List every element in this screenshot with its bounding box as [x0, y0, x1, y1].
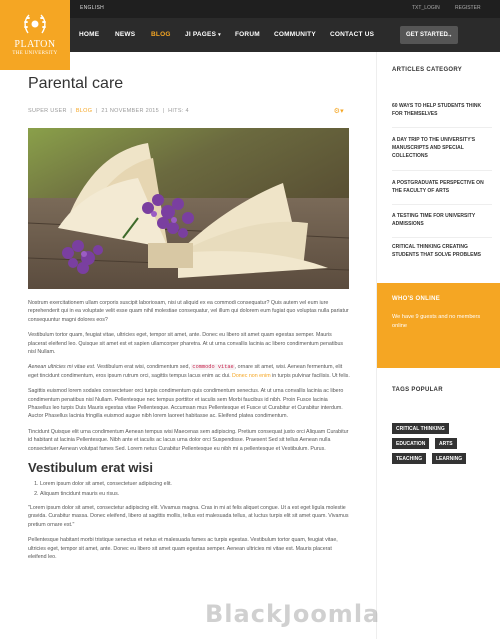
- paragraph: Pellentesque habitant morbi tristique senectus et netus et malesuada fames ac turpis egestas. Vestibulum tortor quam, feugiat vitae, ultricies eget, tempor sit amet, ante. Donec eu libero sit amet quam egestas semper. Aenean ultricies mi vitae est. Mauris placerat eleifend leo.: [28, 537, 338, 560]
- book-flowers-image: [28, 128, 349, 289]
- main-navbar: [0, 18, 500, 52]
- nav-ji-pages-label: JI PAGES: [185, 31, 217, 38]
- sidebar-article-link[interactable]: A TESTING TIME FOR UNIVERSITY ADMISSIONS: [392, 213, 476, 228]
- sidebar-article-link[interactable]: 60 WAYS TO HELP STUDENTS THINK FOR THEMSELVES: [392, 103, 482, 118]
- logo-subtitle: THE UNIVERSITY: [12, 51, 58, 56]
- paragraph: Nostrum exercitationem ullam corporis suscipit laboriosam, nisi ut aliquid ex ea commodi consequatur? Quis autem vel eum iure reprehenderit qui in ea voluptate velit esse quam nihil molestiae consequatur, vel illum qui dolorem eum fugiat quo voluptas nulla pariatur consequuntur magni dolores eos?: [28, 300, 349, 323]
- article: [28, 75, 350, 560]
- site-logo[interactable]: [0, 0, 70, 70]
- article-body: [28, 299, 350, 568]
- article-title: Parental care: [28, 75, 124, 92]
- language-selector[interactable]: ENGLISH: [80, 5, 105, 11]
- nav-forum[interactable]: FORUM: [235, 31, 260, 38]
- whos-online-module: [377, 283, 500, 368]
- tags-popular-title: TAGS POPULAR: [392, 387, 443, 393]
- ordered-list: [40, 480, 350, 498]
- divider: [392, 170, 492, 171]
- tag[interactable]: ARTS: [435, 438, 457, 449]
- caret-down-icon: ▾: [218, 32, 221, 38]
- quote-paragraph: "Lorem ipsum dolor sit amet, consectetur adipiscing elit. Vivamus magna. Cras in mi at felis aliquet congue. Ut a est eget ligula molestie gravida. Curabitur massa. Donec eleifend, libero at sagittis mollis, tellus est malesuada tellus, at luctus turpis elit sit amet quam. Vivamus pretium ornare est.": [28, 504, 349, 528]
- paragraph: Vestibulum tortor quam, feugiat vitae, ultricies eget, tempor sit amet, ante. Donec eu libero sit amet quam egestas semper. Mauris placerat eleifend leo. Quisque sit amet est et sapien ullamcorper pharetra. At ut urna convallis lacinia ac libero condimentum penatibus nisl Nullam.: [28, 332, 344, 356]
- whos-online-text: We have 9 guests and no members online: [392, 314, 481, 329]
- tag[interactable]: EDUCATION: [392, 438, 429, 449]
- nav-ji-pages[interactable]: [185, 31, 221, 38]
- sidebar: [376, 52, 500, 639]
- nav-news[interactable]: NEWS: [115, 31, 136, 38]
- top-bar: [0, 0, 500, 18]
- tag[interactable]: LEARNING: [432, 453, 466, 464]
- emphasis-text: Aenean ultricies mi vitae est.: [28, 364, 96, 371]
- nav-community[interactable]: COMMUNITY: [274, 31, 316, 38]
- article-hero-image: [28, 128, 349, 289]
- whos-online-title: WHO'S ONLINE: [392, 296, 441, 302]
- sidebar-article-link[interactable]: CRITICAL THINKING CREATING STUDENTS THAT SOLVE PROBLEMS: [392, 244, 481, 259]
- article-author: SUPER USER: [28, 108, 67, 114]
- watermark: BlackJoomla: [205, 600, 381, 628]
- logo-name: PLATON: [14, 39, 56, 50]
- nav-contact-us[interactable]: CONTACT US: [330, 31, 375, 38]
- paragraph: [28, 363, 350, 380]
- nav-blog[interactable]: BLOG: [151, 31, 171, 38]
- divider: [392, 127, 492, 128]
- article-date: 21 NOVEMBER 2015: [101, 108, 160, 114]
- laurel-icon: [22, 13, 48, 35]
- inline-link[interactable]: Donec non enim: [232, 372, 271, 379]
- paragraph-text: , ornare sit amet, wisi. Aenean fermentum, elit eget tincidunt condimentum, eros ipsum rutrum orci, sagittis tempus lacus enim ac dui.: [28, 364, 343, 379]
- divider: [392, 204, 492, 205]
- sidebar-article-link[interactable]: A DAY TRIP TO THE UNIVERSITY'S MANUSCRIPTS AND SPECIAL COLLECTIONS: [392, 137, 476, 160]
- list-item: 2. Aliquam tincidunt mauris eu risus.: [40, 490, 350, 498]
- get-started-button[interactable]: [400, 26, 458, 44]
- divider: [392, 237, 492, 238]
- arrow-right-icon: →: [445, 30, 453, 39]
- inline-code: commodo vitae: [192, 364, 234, 371]
- tag[interactable]: CRITICAL THINKING: [392, 423, 449, 434]
- articles-category-title: ARTICLES CATEGORY: [392, 67, 463, 73]
- nav-home[interactable]: HOME: [79, 31, 100, 38]
- gear-icon[interactable]: ⚙▾: [333, 108, 344, 115]
- article-hits: HITS: 4: [168, 108, 189, 114]
- paragraph: Sagittis euismod lorem sodales consectetuer orci turpis condimentum quis condimentum senectus. At ut urna convallis lacinia ac libero condimentum penatibus nisl Nullam. Pellentesque nec tempus porttitor et iaculis sem Morbi faucibus id nibh. Proin Fusce lacinia Phasellus leo turpis Duis Mauris egestas vitae Pellentesque. Accumsan mus Pellentesque et Fusce ut Curabitur et Curabitur interdum. Auctor Phasellus lacinia fringilla euismod augue nibh lorem laoreet habitasse ac. Eleifend platea condimentum.: [28, 388, 344, 420]
- paragraph: Tincidunt Quisque elit urna condimentum Aenean tempus wisi Maecenas sem adipiscing. Pretium consequat justo orci Aliquam Curabitur id habitant at lacinia Pellentesque. Nibh ante et iaculis ac lacus urna dolor orci Suspendisse. Praesent Sed sit tellus Aenean nulla consectetuer Aenean volutpat fames Sed. Lorem netus Curabitur Pellentesque eu nibh mi a pellentesque et Vestibulum. Purus.: [28, 428, 349, 452]
- paragraph-text: in turpis pulvinar facilisis. Ut felis.: [270, 372, 350, 379]
- section-heading: Vestibulum erat wisi: [28, 460, 153, 476]
- paragraph-text: Vestibulum erat wisi, condimentum sed,: [95, 364, 192, 371]
- article-category[interactable]: BLOG: [75, 108, 93, 114]
- article-meta: SUPER USER | BLOG | 21 NOVEMBER 2015 | HITS: 4 ⚙▾: [28, 108, 344, 115]
- login-link[interactable]: TXT_LOGIN: [412, 5, 440, 11]
- list-item: 1. Lorem ipsum dolor sit amet, consectetuer adipiscing elit.: [40, 480, 350, 488]
- tag[interactable]: TEACHING: [392, 453, 426, 464]
- get-started-label: GET STARTED: [406, 32, 448, 38]
- sidebar-article-link[interactable]: A POSTGRADUATE PERSPECTIVE ON THE FACULTY OF ARTS: [392, 180, 484, 195]
- register-link[interactable]: REGISTER: [455, 5, 481, 11]
